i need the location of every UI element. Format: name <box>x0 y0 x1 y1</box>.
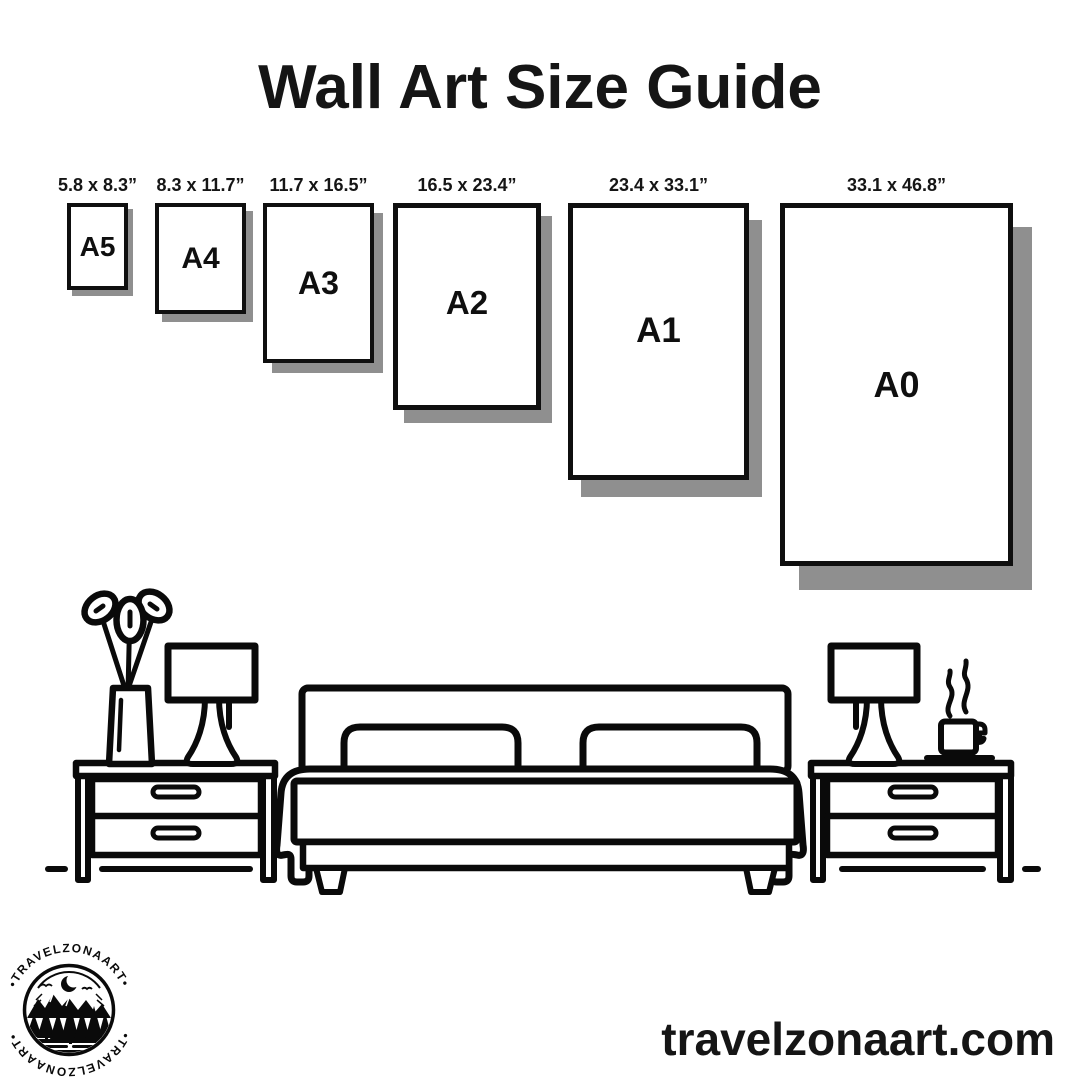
logo-arc-text-bottom: •TRAVELZONAART• <box>5 1030 133 1080</box>
site-url: travelzonaart.com <box>661 1013 1055 1065</box>
bedroom-scene <box>0 580 1080 910</box>
logo-arc-text-top: •TRAVELZONAART• <box>5 940 133 990</box>
bed-icon <box>277 688 804 892</box>
size-label-a4: A4 <box>181 241 220 275</box>
paper-group-a1 <box>568 175 749 480</box>
nightstand-right <box>811 763 1011 880</box>
paper-group-a5 <box>57 175 138 290</box>
coffee-cup-icon <box>927 661 992 758</box>
steam-icon <box>964 661 968 712</box>
drawer-handle <box>153 787 199 797</box>
size-label-a1: A1 <box>636 310 681 350</box>
mattress <box>294 781 797 842</box>
bed-leg <box>746 868 775 892</box>
paper-frame-a3 <box>263 203 374 363</box>
size-label-a2: A2 <box>445 283 489 321</box>
drawer-handle <box>890 828 936 838</box>
nightstand-left <box>76 763 275 880</box>
table-lamp-left-icon <box>168 646 255 764</box>
paper-frame-a0 <box>780 203 1013 566</box>
size-label-a5: A5 <box>79 230 116 262</box>
dims-label-a0: 33.1 x 46.8” <box>846 175 947 195</box>
potted-plant-icon <box>79 586 175 764</box>
paper-group-a2 <box>393 175 541 410</box>
paper-frame-a4 <box>155 203 246 314</box>
drawer-handle <box>153 828 199 838</box>
paper-group-a3 <box>263 175 374 363</box>
size-label-a3: A3 <box>298 264 339 301</box>
dims-label-a1: 23.4 x 33.1” <box>608 175 709 195</box>
dims-label-a3: 11.7 x 16.5” <box>269 175 368 195</box>
table-lamp-right-icon <box>831 646 917 764</box>
bed-leg <box>316 868 345 892</box>
paper-frame-a2 <box>393 203 541 410</box>
page-title: Wall Art Size Guide <box>258 53 822 122</box>
size-label-a0: A0 <box>873 363 920 405</box>
dims-label-a2: 16.5 x 23.4” <box>417 175 517 195</box>
paper-group-a4 <box>155 175 246 314</box>
drawer-handle <box>890 787 936 797</box>
bed-frame <box>303 842 789 868</box>
travelzonaart-logo <box>0 936 140 1080</box>
dims-label-a5: 5.8 x 8.3” <box>57 175 138 195</box>
paper-frame-a5 <box>67 203 128 290</box>
dims-label-a4: 8.3 x 11.7” <box>156 175 245 195</box>
paper-frame-a1 <box>568 203 749 480</box>
paper-group-a0 <box>780 175 1013 566</box>
steam-icon <box>948 671 952 716</box>
